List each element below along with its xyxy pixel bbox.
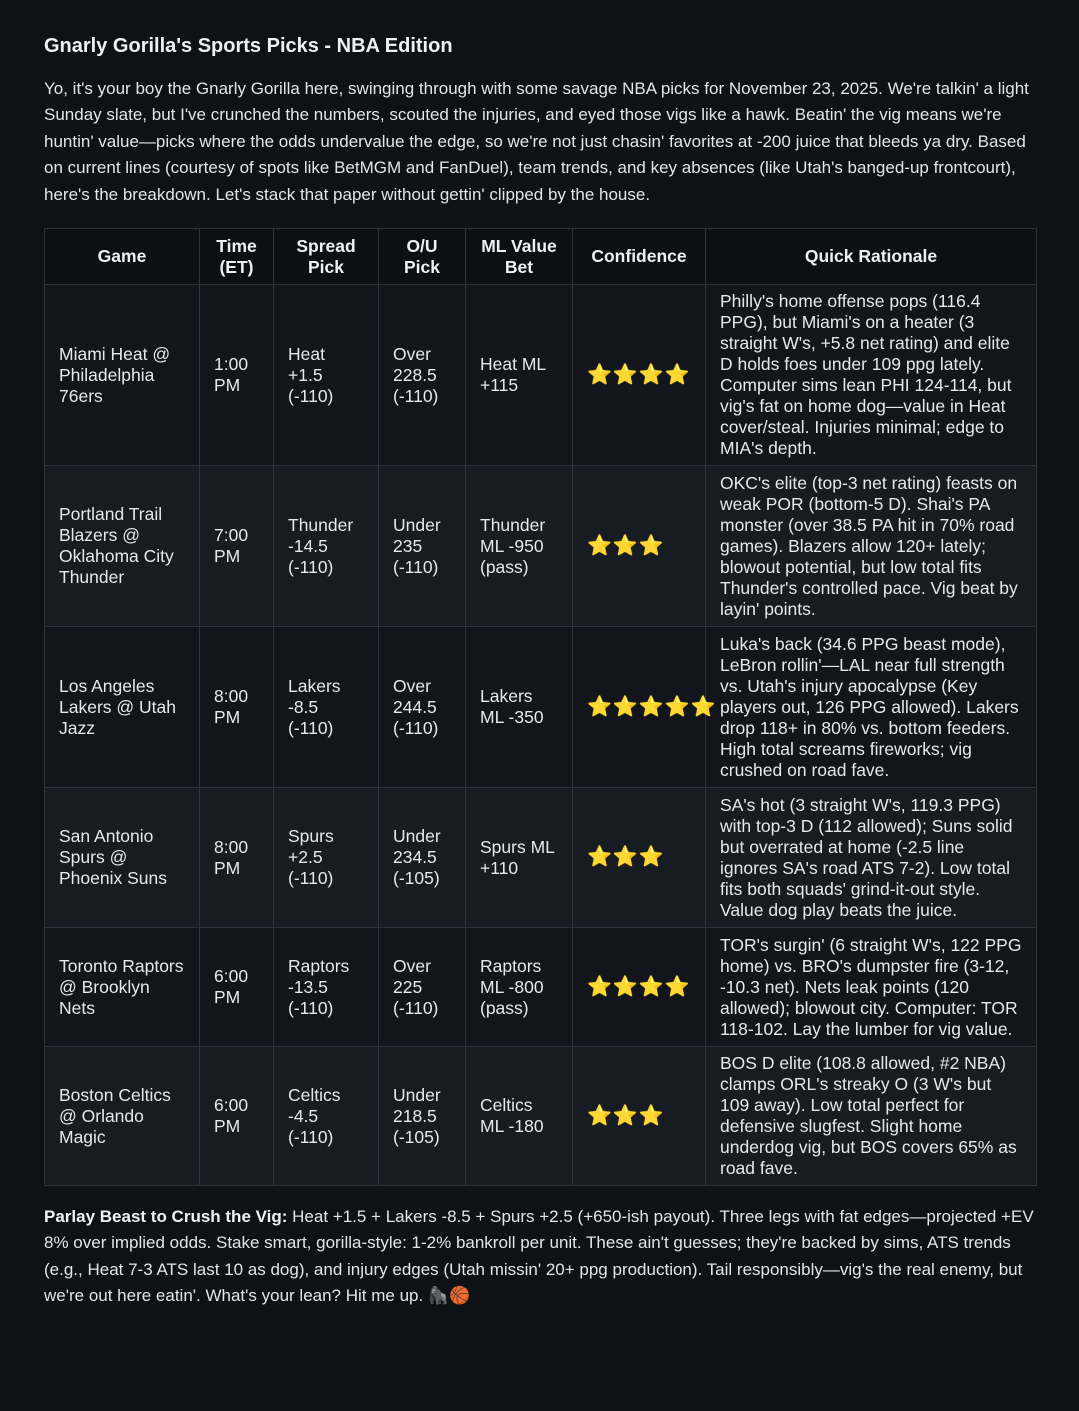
- cell-ou: Over 244.5 (-110): [379, 627, 466, 788]
- cell-game: Miami Heat @ Philadelphia 76ers: [45, 285, 200, 466]
- cell-time: 6:00 PM: [200, 1047, 274, 1186]
- cell-time: 1:00 PM: [200, 285, 274, 466]
- cell-rationale: TOR's surgin' (6 straight W's, 122 PPG home) vs. BRO's dumpster fire (3-12, -10.3 net). Nets leak points (120 allowed); blowout city. Computer: TOR 118-102. Lay the lumber for vig value.: [706, 928, 1037, 1047]
- cell-time: 7:00 PM: [200, 466, 274, 627]
- cell-ml: Heat ML +115: [466, 285, 573, 466]
- table-row: [45, 928, 1037, 1047]
- table-row: [45, 788, 1037, 928]
- cell-game: Boston Celtics @ Orlando Magic: [45, 1047, 200, 1186]
- cell-ou: Under 218.5 (-105): [379, 1047, 466, 1186]
- cell-rationale: BOS D elite (108.8 allowed, #2 NBA) clamps ORL's streaky O (3 W's but 109 away). Low total perfect for defensive slugfest. Slight home underdog vig, but BOS covers 65% as road fave.: [706, 1047, 1037, 1186]
- cell-time: 8:00 PM: [200, 788, 274, 928]
- cell-ou: Over 228.5 (-110): [379, 285, 466, 466]
- cell-ml: Raptors ML -800 (pass): [466, 928, 573, 1047]
- cell-spread: Heat +1.5 (-110): [274, 285, 379, 466]
- cell-game: Portland Trail Blazers @ Oklahoma City Thunder: [45, 466, 200, 627]
- cell-spread: Raptors -13.5 (-110): [274, 928, 379, 1047]
- page-title: Gnarly Gorilla's Sports Picks - NBA Edition: [44, 35, 453, 57]
- cell-spread: Spurs +2.5 (-110): [274, 788, 379, 928]
- confidence-stars: ⭐⭐⭐⭐: [573, 928, 706, 1047]
- confidence-stars: ⭐⭐⭐: [573, 466, 706, 627]
- cell-game: Toronto Raptors @ Brooklyn Nets: [45, 928, 200, 1047]
- confidence-stars: ⭐⭐⭐⭐⭐: [573, 627, 706, 788]
- picks-table: [44, 228, 1037, 1186]
- table-row: [45, 466, 1037, 627]
- header-game: Game: [45, 229, 200, 285]
- cell-rationale: Luka's back (34.6 PPG beast mode), LeBron rollin'—LAL near full strength vs. Utah's injury apocalypse (Key players out, 126 PPG allowed). Lakers drop 118+ in 80% vs. bottom feeders. High total screams fireworks; vig crushed on road fave.: [706, 627, 1037, 788]
- parlay-label: Parlay Beast to Crush the Vig:: [44, 1207, 288, 1227]
- parlay-text: Heat +1.5 + Lakers -8.5 + Spurs +2.5 (+650-ish payout). Three legs with fat edges—projected +EV 8% over implied odds. Stake smart, gorilla-style: 1-2% bankroll per unit. These ain't guesses; they're backed by sims, ATS trends (e.g., Heat 7-3 ATS last 10 as dog), and injury edges (Utah missin' 20+ ppg production). Tail responsibly—vig's the real enemy, but we're out here eatin'. What's your lean? Hit me up. 🦍🏀: [44, 1207, 1034, 1306]
- intro-paragraph: Yo, it's your boy the Gnarly Gorilla here, swinging through with some savage NBA picks for November 23, 2025. We're talkin' a light Sunday slate, but I've crunched the numbers, scouted the injuries, and eyed those vigs like a hawk. Beatin' the vig means we're huntin' value—picks where the odds undervalue the edge, so we're not just chasin' favorites at -200 juice that bleeds ya dry. Based on current lines (courtesy of spots like BetMGM and FanDuel), team trends, and key absences (like Utah's banged-up frontcourt), here's the breakdown. Let's stack that paper without gettin' clipped by the house.: [44, 79, 1029, 204]
- table-row: [45, 627, 1037, 788]
- confidence-stars: ⭐⭐⭐⭐: [573, 285, 706, 466]
- cell-time: 8:00 PM: [200, 627, 274, 788]
- header-confidence: Confidence: [573, 229, 706, 285]
- cell-spread: Lakers -8.5 (-110): [274, 627, 379, 788]
- parlay-paragraph: [44, 1204, 1035, 1310]
- cell-time: 6:00 PM: [200, 928, 274, 1047]
- cell-ml: Celtics ML -180: [466, 1047, 573, 1186]
- header-time: Time (ET): [200, 229, 274, 285]
- cell-spread: Celtics -4.5 (-110): [274, 1047, 379, 1186]
- header-ml: ML Value Bet: [466, 229, 573, 285]
- cell-ou: Over 225 (-110): [379, 928, 466, 1047]
- cell-ml: Spurs ML +110: [466, 788, 573, 928]
- cell-ml: Lakers ML -350: [466, 627, 573, 788]
- cell-ou: Under 234.5 (-105): [379, 788, 466, 928]
- cell-spread: Thunder -14.5 (-110): [274, 466, 379, 627]
- table-header-row: [45, 229, 1037, 285]
- header-ou: O/U Pick: [379, 229, 466, 285]
- cell-ou: Under 235 (-110): [379, 466, 466, 627]
- cell-ml: Thunder ML -950 (pass): [466, 466, 573, 627]
- cell-game: Los Angeles Lakers @ Utah Jazz: [45, 627, 200, 788]
- header-spread: Spread Pick: [274, 229, 379, 285]
- cell-rationale: SA's hot (3 straight W's, 119.3 PPG) with top-3 D (112 allowed); Suns solid but overrated at home (-2.5 line ignores SA's road ATS 7-2). Low total fits both squads' grind-it-out style. Value dog play beats the juice.: [706, 788, 1037, 928]
- confidence-stars: ⭐⭐⭐: [573, 788, 706, 928]
- table-row: [45, 285, 1037, 466]
- cell-rationale: Philly's home offense pops (116.4 PPG), but Miami's on a heater (3 straight W's, +5.8 net rating) and elite D holds foes under 109 ppg lately. Computer sims lean PHI 124-114, but vig's fat on home dog—value in Heat cover/steal. Injuries minimal; edge to MIA's depth.: [706, 285, 1037, 466]
- cell-rationale: OKC's elite (top-3 net rating) feasts on weak POR (bottom-5 D). Shai's PA monster (over 38.5 PA hit in 70% road games). Blazers allow 120+ lately; blowout potential, but low total fits Thunder's controlled pace. Vig beat by layin' points.: [706, 466, 1037, 627]
- confidence-stars: ⭐⭐⭐: [573, 1047, 706, 1186]
- cell-game: San Antonio Spurs @ Phoenix Suns: [45, 788, 200, 928]
- header-rationale: Quick Rationale: [706, 229, 1037, 285]
- table-row: [45, 1047, 1037, 1186]
